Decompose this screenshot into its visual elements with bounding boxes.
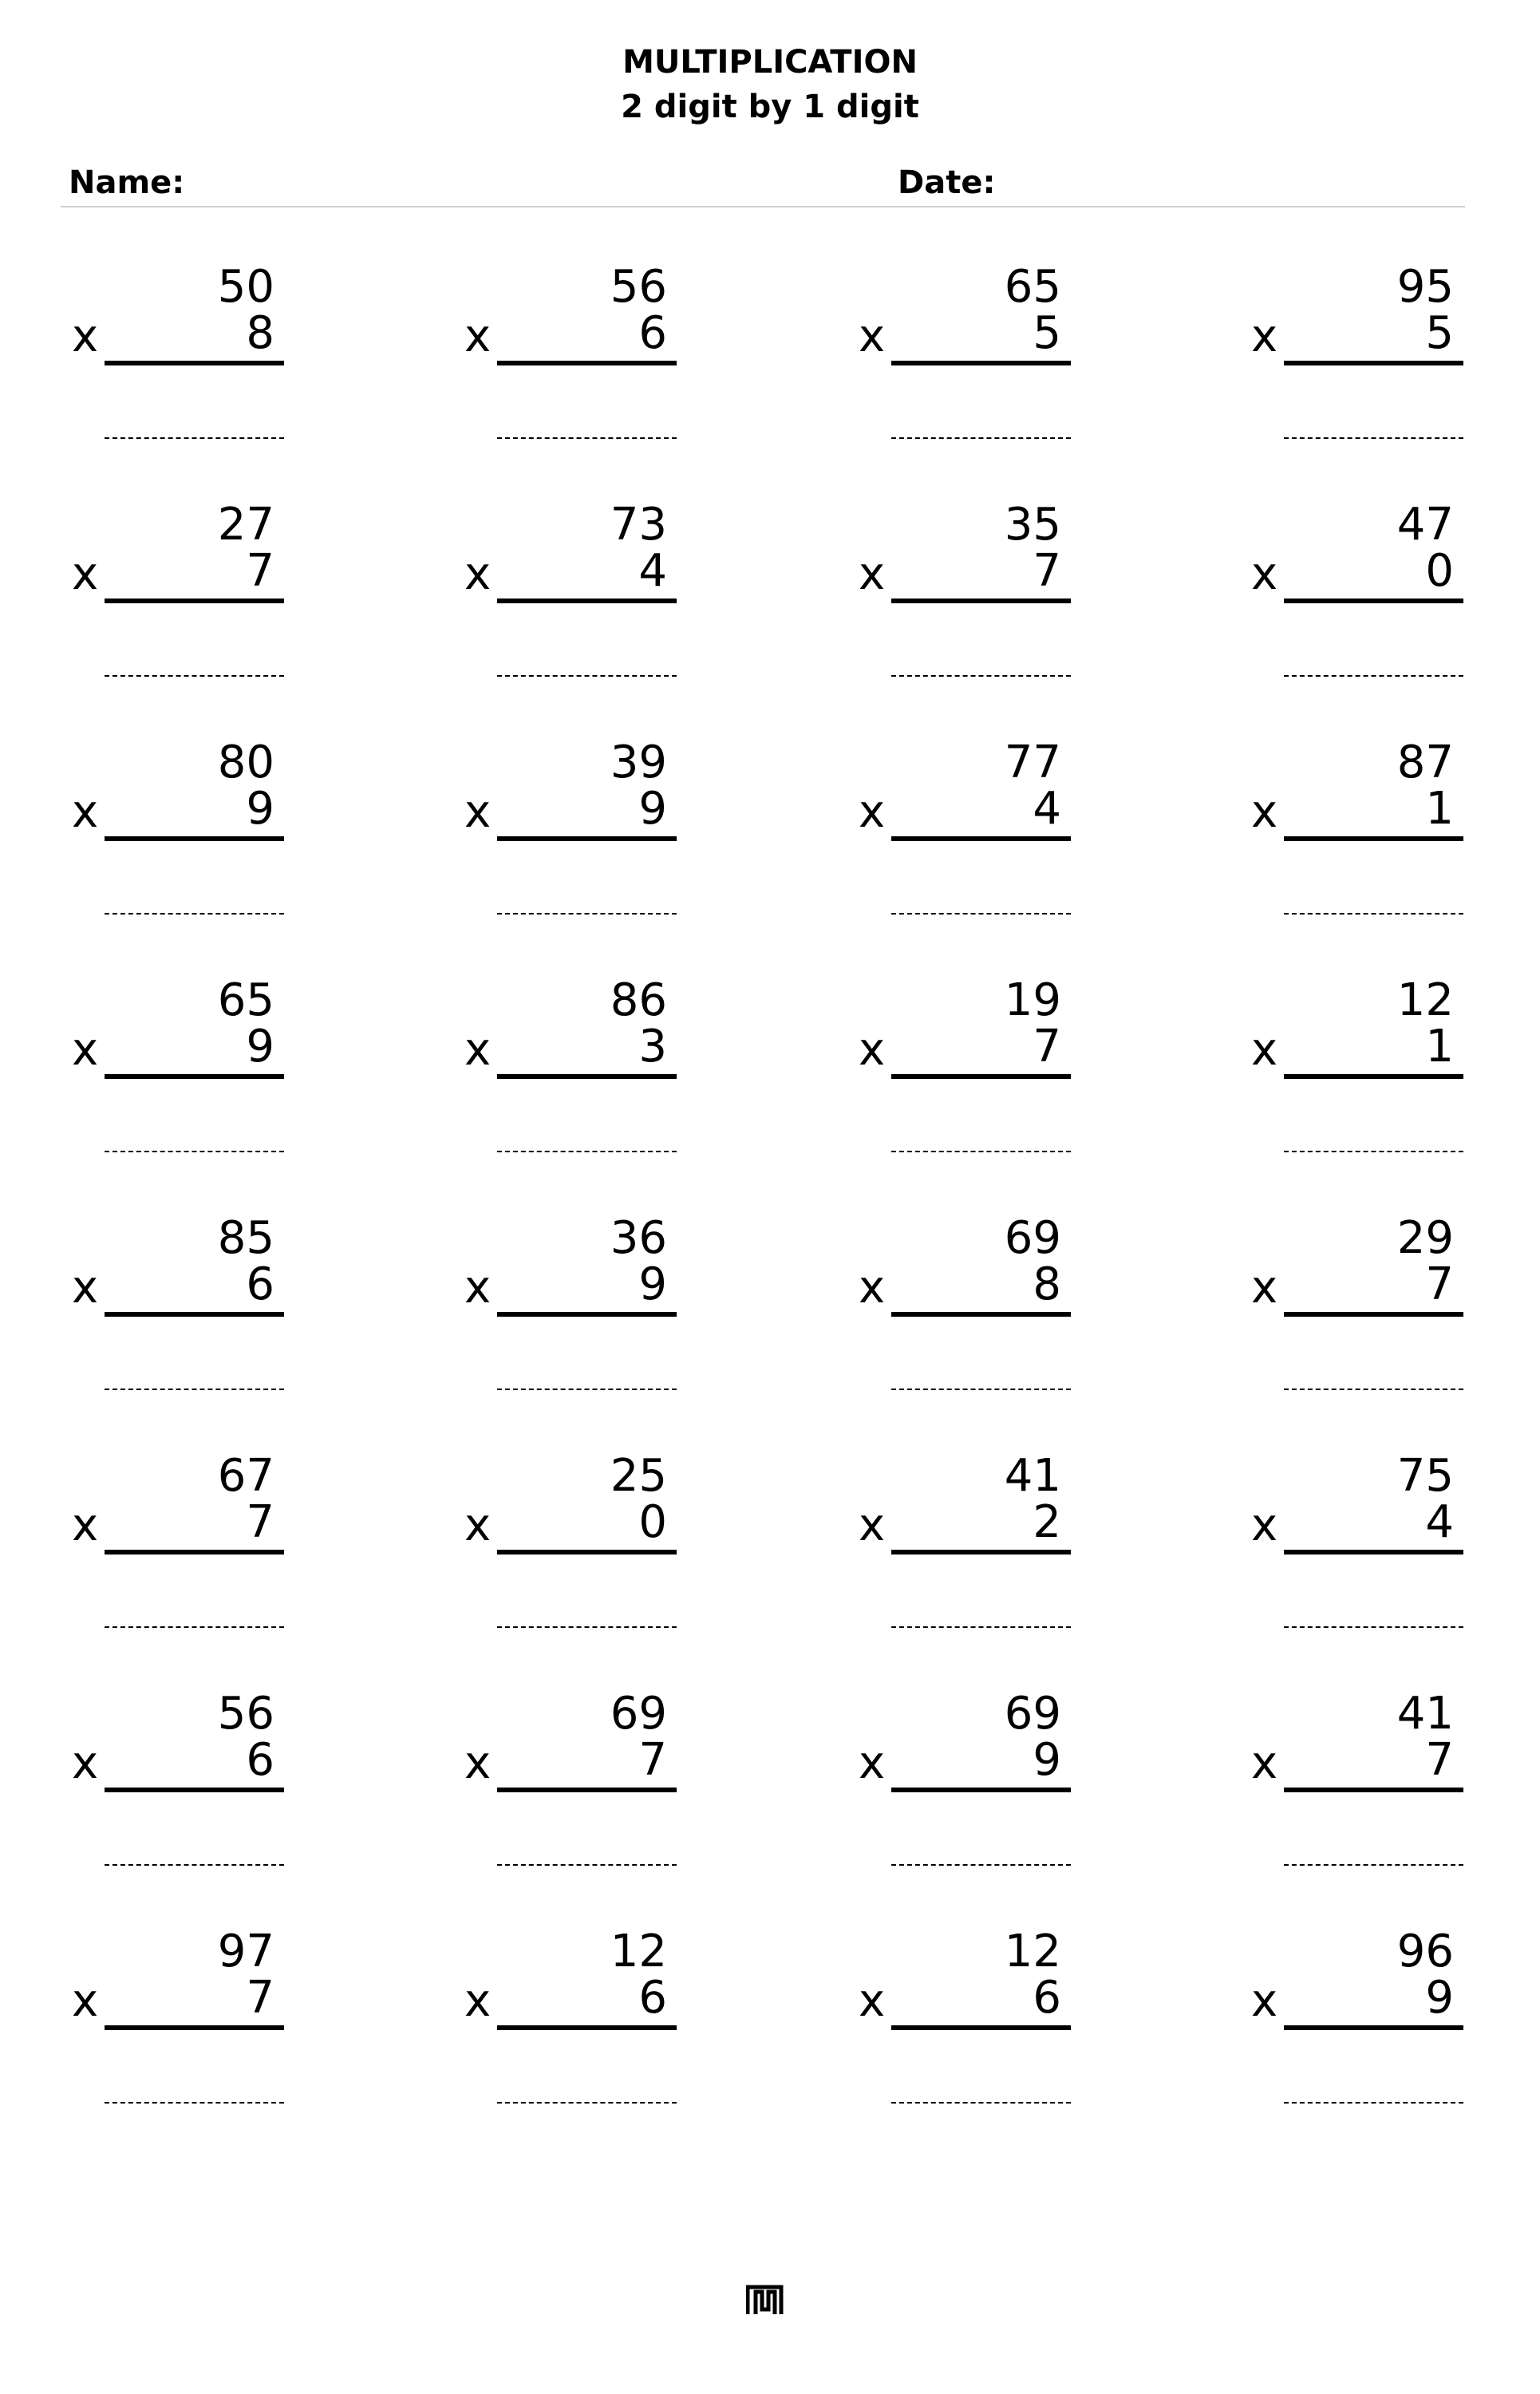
problem-3 [855, 263, 1071, 455]
multiplicand: 41 [1004, 1450, 1061, 1502]
multiply-sign: x [1251, 1499, 1278, 1551]
answer-line[interactable] [105, 913, 284, 915]
multiply-sign: x [72, 1262, 99, 1314]
multiplicand: 27 [217, 499, 274, 551]
multiplier: 4 [638, 545, 667, 597]
operation-line [1284, 1312, 1463, 1317]
multiply-sign: x [464, 786, 492, 838]
multiplicand: 77 [1004, 737, 1061, 788]
multiplicand: 85 [217, 1212, 274, 1264]
operation-line [497, 1550, 677, 1555]
problem-27 [855, 1690, 1071, 1882]
problem-19 [855, 1212, 1071, 1406]
operation-line [1284, 1788, 1463, 1792]
problem-32 [1248, 1928, 1463, 2119]
multiplier: 7 [638, 1734, 667, 1786]
multiplicand: 75 [1396, 1450, 1454, 1502]
worksheet-title: MULTIPLICATION [622, 44, 918, 81]
problem-13 [69, 974, 284, 1168]
multiplier: 5 [1425, 307, 1454, 359]
multiplier: 0 [1425, 545, 1454, 597]
name-label: Name: [69, 164, 185, 201]
multiply-sign: x [464, 1024, 492, 1076]
operation-line [1284, 598, 1463, 603]
multiply-sign: x [859, 1024, 886, 1076]
problem-1 [69, 263, 284, 455]
answer-line[interactable] [105, 1864, 284, 1866]
multiplicand: 97 [217, 1926, 274, 1977]
multiplier: 1 [1425, 783, 1454, 835]
multiplicand: 86 [610, 974, 667, 1026]
answer-line[interactable] [1284, 675, 1463, 677]
multiply-sign: x [1251, 786, 1278, 838]
operation-line [891, 1550, 1071, 1555]
problem-26 [461, 1690, 677, 1882]
multiplier: 4 [1033, 783, 1061, 835]
problem-9 [69, 739, 284, 930]
problem-14 [461, 974, 677, 1168]
operation-line [497, 836, 677, 841]
multiply-sign: x [72, 1975, 99, 2027]
answer-line[interactable] [105, 2102, 284, 2104]
multiplier: 6 [638, 307, 667, 359]
problem-22 [461, 1452, 677, 1644]
problem-25 [69, 1690, 284, 1882]
problem-17 [69, 1212, 284, 1406]
answer-line[interactable] [891, 1389, 1071, 1390]
multiplier: 2 [1033, 1496, 1061, 1548]
problem-20 [1248, 1212, 1463, 1406]
multiplicand: 41 [1396, 1688, 1454, 1740]
problem-15 [855, 974, 1071, 1168]
multiplicand: 73 [610, 499, 667, 551]
multiplicand: 69 [610, 1688, 667, 1740]
multiplier: 3 [638, 1021, 667, 1073]
problem-18 [461, 1212, 677, 1406]
answer-line[interactable] [1284, 1389, 1463, 1390]
multiply-sign: x [72, 310, 99, 362]
problem-29 [69, 1928, 284, 2119]
multiplicand: 39 [610, 737, 667, 788]
operation-line [1284, 2025, 1463, 2030]
multiplier: 9 [1033, 1734, 1061, 1786]
multiplier: 9 [246, 1021, 274, 1073]
operation-line [1284, 361, 1463, 365]
answer-line[interactable] [497, 2102, 677, 2104]
multiply-sign: x [1251, 1262, 1278, 1314]
problem-4 [1248, 263, 1463, 455]
answer-line[interactable] [1284, 913, 1463, 915]
multiplicand: 19 [1004, 974, 1061, 1026]
multiplier: 0 [638, 1496, 667, 1548]
multiply-sign: x [72, 1737, 99, 1789]
multiply-sign: x [1251, 310, 1278, 362]
multiplier: 7 [1033, 545, 1061, 597]
answer-line[interactable] [497, 1864, 677, 1866]
problem-30 [461, 1928, 677, 2119]
answer-line[interactable] [105, 675, 284, 677]
multiplier: 1 [1425, 1021, 1454, 1073]
operation-line [105, 598, 284, 603]
multiplicand: 56 [610, 261, 667, 313]
multiplier: 6 [246, 1258, 274, 1310]
multiplier: 5 [1033, 307, 1061, 359]
operation-line [105, 361, 284, 365]
multiplier: 7 [1425, 1258, 1454, 1310]
multiplier: 4 [1425, 1496, 1454, 1548]
operation-line [497, 1074, 677, 1079]
multiply-sign: x [464, 548, 492, 600]
answer-line[interactable] [891, 1626, 1071, 1628]
operation-line [497, 598, 677, 603]
multiply-sign: x [72, 1499, 99, 1551]
multiplicand: 65 [1004, 261, 1061, 313]
multiplicand: 35 [1004, 499, 1061, 551]
answer-line[interactable] [891, 437, 1071, 439]
answer-line[interactable] [497, 437, 677, 439]
operation-line [105, 1074, 284, 1079]
multiplicand: 96 [1396, 1926, 1454, 1977]
multiplicand: 12 [1396, 974, 1454, 1026]
operation-line [1284, 1074, 1463, 1079]
multiplier: 9 [1425, 1972, 1454, 2024]
operation-line [891, 2025, 1071, 2030]
operation-line [891, 1788, 1071, 1792]
worksheet-subtitle: 2 digit by 1 digit [621, 89, 919, 125]
multiplier: 6 [246, 1734, 274, 1786]
multiplier: 7 [246, 1972, 274, 2024]
answer-line[interactable] [1284, 2102, 1463, 2104]
answer-line[interactable] [497, 675, 677, 677]
multiplier: 9 [638, 783, 667, 835]
multiply-sign: x [464, 1737, 492, 1789]
operation-line [891, 598, 1071, 603]
multiply-sign: x [859, 1737, 886, 1789]
multiply-sign: x [464, 1975, 492, 2027]
multiplicand: 65 [217, 974, 274, 1026]
multiplicand: 56 [217, 1688, 274, 1740]
problem-11 [855, 739, 1071, 930]
multiplier: 9 [246, 783, 274, 835]
multiply-sign: x [859, 548, 886, 600]
multiply-sign: x [464, 1262, 492, 1314]
multiply-sign: x [859, 1262, 886, 1314]
multiplicand: 25 [610, 1450, 667, 1502]
problem-6 [461, 501, 677, 693]
multiplier: 7 [1425, 1734, 1454, 1786]
answer-line[interactable] [891, 1864, 1071, 1866]
problem-31 [855, 1928, 1071, 2119]
multiplicand: 29 [1396, 1212, 1454, 1264]
answer-line[interactable] [1284, 437, 1463, 439]
problem-8 [1248, 501, 1463, 693]
operation-line [891, 1074, 1071, 1079]
operation-line [105, 2025, 284, 2030]
problem-28 [1248, 1690, 1463, 1882]
operation-line [1284, 836, 1463, 841]
answer-line[interactable] [1284, 1151, 1463, 1152]
multiplier: 9 [638, 1258, 667, 1310]
multiply-sign: x [859, 1499, 886, 1551]
multiplicand: 12 [610, 1926, 667, 1977]
multiplier: 7 [246, 545, 274, 597]
multiply-sign: x [1251, 1024, 1278, 1076]
answer-line[interactable] [891, 675, 1071, 677]
multiplicand: 36 [610, 1212, 667, 1264]
date-label: Date: [898, 164, 996, 201]
problem-16 [1248, 974, 1463, 1168]
brand-logo-icon [746, 2284, 786, 2316]
operation-line [891, 361, 1071, 365]
multiplier: 8 [246, 307, 274, 359]
answer-line[interactable] [497, 1389, 677, 1390]
multiplicand: 69 [1004, 1688, 1061, 1740]
problem-12 [1248, 739, 1463, 930]
multiply-sign: x [464, 310, 492, 362]
multiplicand: 95 [1396, 261, 1454, 313]
problem-23 [855, 1452, 1071, 1644]
operation-line [497, 361, 677, 365]
answer-line[interactable] [1284, 1626, 1463, 1628]
operation-line [1284, 1550, 1463, 1555]
multiply-sign: x [859, 786, 886, 838]
multiplicand: 69 [1004, 1212, 1061, 1264]
multiply-sign: x [859, 1975, 886, 2027]
answer-line[interactable] [105, 1389, 284, 1390]
multiply-sign: x [72, 1024, 99, 1076]
multiplicand: 80 [217, 737, 274, 788]
multiplicand: 67 [217, 1450, 274, 1502]
multiply-sign: x [72, 548, 99, 600]
multiplicand: 50 [217, 261, 274, 313]
answer-line[interactable] [497, 1151, 677, 1152]
answer-line[interactable] [1284, 1864, 1463, 1866]
multiply-sign: x [859, 310, 886, 362]
operation-line [497, 1312, 677, 1317]
operation-line [891, 1312, 1071, 1317]
operation-line [891, 836, 1071, 841]
multiply-sign: x [72, 786, 99, 838]
answer-line[interactable] [105, 1151, 284, 1152]
multiplier: 8 [1033, 1258, 1061, 1310]
multiply-sign: x [1251, 1975, 1278, 2027]
answer-line[interactable] [497, 1626, 677, 1628]
multiplier: 6 [638, 1972, 667, 2024]
problem-10 [461, 739, 677, 930]
problem-21 [69, 1452, 284, 1644]
multiplicand: 12 [1004, 1926, 1061, 1977]
problem-7 [855, 501, 1071, 693]
operation-line [105, 1312, 284, 1317]
multiply-sign: x [464, 1499, 492, 1551]
answer-line[interactable] [891, 1151, 1071, 1152]
operation-line [497, 2025, 677, 2030]
problem-24 [1248, 1452, 1463, 1644]
answer-line[interactable] [497, 913, 677, 915]
multiplicand: 47 [1396, 499, 1454, 551]
multiply-sign: x [1251, 548, 1278, 600]
multiplier: 6 [1033, 1972, 1061, 2024]
multiplier: 7 [246, 1496, 274, 1548]
answer-line[interactable] [105, 437, 284, 439]
answer-line[interactable] [105, 1626, 284, 1628]
problem-5 [69, 501, 284, 693]
operation-line [105, 1550, 284, 1555]
multiply-sign: x [1251, 1737, 1278, 1789]
operation-line [105, 1788, 284, 1792]
problem-2 [461, 263, 677, 455]
answer-line[interactable] [891, 2102, 1071, 2104]
operation-line [105, 836, 284, 841]
operation-line [497, 1788, 677, 1792]
multiplicand: 87 [1396, 737, 1454, 788]
multiplier: 7 [1033, 1021, 1061, 1073]
answer-line[interactable] [891, 913, 1071, 915]
